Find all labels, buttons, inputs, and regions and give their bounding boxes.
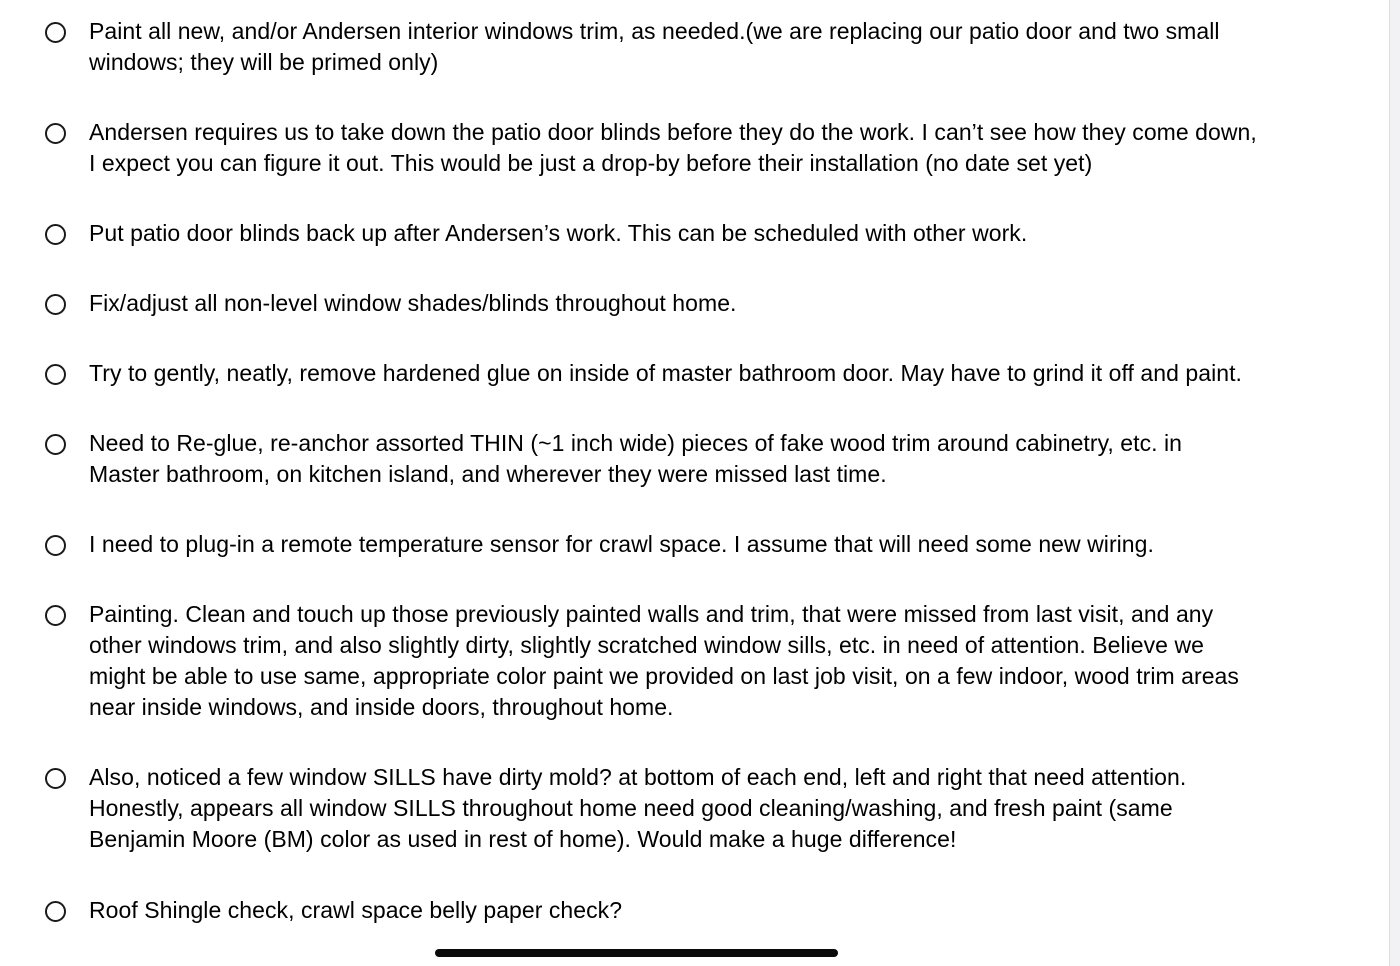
home-indicator-bar[interactable] bbox=[435, 949, 838, 957]
checklist-item-line: Master bathroom, on kitchen island, and wherever they were missed last time. bbox=[89, 461, 887, 487]
scrollbar-edge bbox=[1389, 0, 1400, 966]
checklist-item-text[interactable] bbox=[89, 599, 1349, 723]
checklist-item-line: Try to gently, neatly, remove hardened glue on inside of master bathroom door. May have to grind it off and paint. bbox=[89, 360, 1242, 386]
checklist-item-text[interactable] bbox=[89, 895, 1349, 926]
checklist-item-line: Also, noticed a few window SILLS have dirty mold? at bottom of each end, left and right that need attention. bbox=[89, 764, 1187, 790]
checkbox-circle-icon[interactable] bbox=[45, 294, 66, 315]
checklist-item-text[interactable] bbox=[89, 16, 1349, 78]
checklist-item-text[interactable] bbox=[89, 428, 1349, 490]
checkbox-circle-icon[interactable] bbox=[45, 901, 66, 922]
checkbox-circle-icon[interactable] bbox=[45, 22, 66, 43]
checkbox-circle-icon[interactable] bbox=[45, 768, 66, 789]
checklist-item-line: might be able to use same, appropriate color paint we provided on last job visit, on a few indoor, wood trim areas bbox=[89, 663, 1239, 689]
checklist-item-line: Honestly, appears all window SILLS throughout home need good cleaning/washing, and fresh paint (same bbox=[89, 795, 1173, 821]
checkbox-circle-icon[interactable] bbox=[45, 605, 66, 626]
checklist-item-text[interactable] bbox=[89, 218, 1349, 249]
checklist-item-line: Fix/adjust all non-level window shades/blinds throughout home. bbox=[89, 290, 737, 316]
checklist-item-line: near inside windows, and inside doors, throughout home. bbox=[89, 694, 674, 720]
checklist-item-text[interactable] bbox=[89, 288, 1349, 319]
checklist-item-line: Paint all new, and/or Andersen interior windows trim, as needed.(we are replacing our patio door and two small bbox=[89, 18, 1220, 44]
checklist-item-line: other windows trim, and also slightly dirty, slightly scratched window sills, etc. in need of attention. Believe we bbox=[89, 632, 1204, 658]
checklist-item-line: Andersen requires us to take down the patio door blinds before they do the work. I can’t see how they come down, bbox=[89, 119, 1257, 145]
checklist-item-text[interactable] bbox=[89, 529, 1349, 560]
checkbox-circle-icon[interactable] bbox=[45, 224, 66, 245]
checklist-item-line: Painting. Clean and touch up those previously painted walls and trim, that were missed from last visit, and any bbox=[89, 601, 1214, 627]
checkbox-circle-icon[interactable] bbox=[45, 535, 66, 556]
checklist-item-text[interactable] bbox=[89, 358, 1349, 389]
checklist-item-line: I need to plug-in a remote temperature sensor for crawl space. I assume that will need some new wiring. bbox=[89, 531, 1154, 557]
checklist-item-line: Roof Shingle check, crawl space belly paper check? bbox=[89, 897, 623, 923]
checkbox-circle-icon[interactable] bbox=[45, 364, 66, 385]
checkbox-circle-icon[interactable] bbox=[45, 123, 66, 144]
checklist-item-line: Benjamin Moore (BM) color as used in rest of home). Would make a huge difference! bbox=[89, 826, 957, 852]
checklist-item-line: Put patio door blinds back up after Andersen’s work. This can be scheduled with other work. bbox=[89, 220, 1028, 246]
checklist-item-line: I expect you can figure it out. This would be just a drop-by before their installation (no date set yet) bbox=[89, 150, 1093, 176]
checklist-item-line: windows; they will be primed only) bbox=[89, 49, 439, 75]
checkbox-circle-icon[interactable] bbox=[45, 434, 66, 455]
checklist-item-text[interactable] bbox=[89, 762, 1349, 855]
checklist-item-text[interactable] bbox=[89, 117, 1349, 179]
checklist-item-line: Need to Re-glue, re-anchor assorted THIN (~1 inch wide) pieces of fake wood trim around cabinetry, etc. in bbox=[89, 430, 1183, 456]
